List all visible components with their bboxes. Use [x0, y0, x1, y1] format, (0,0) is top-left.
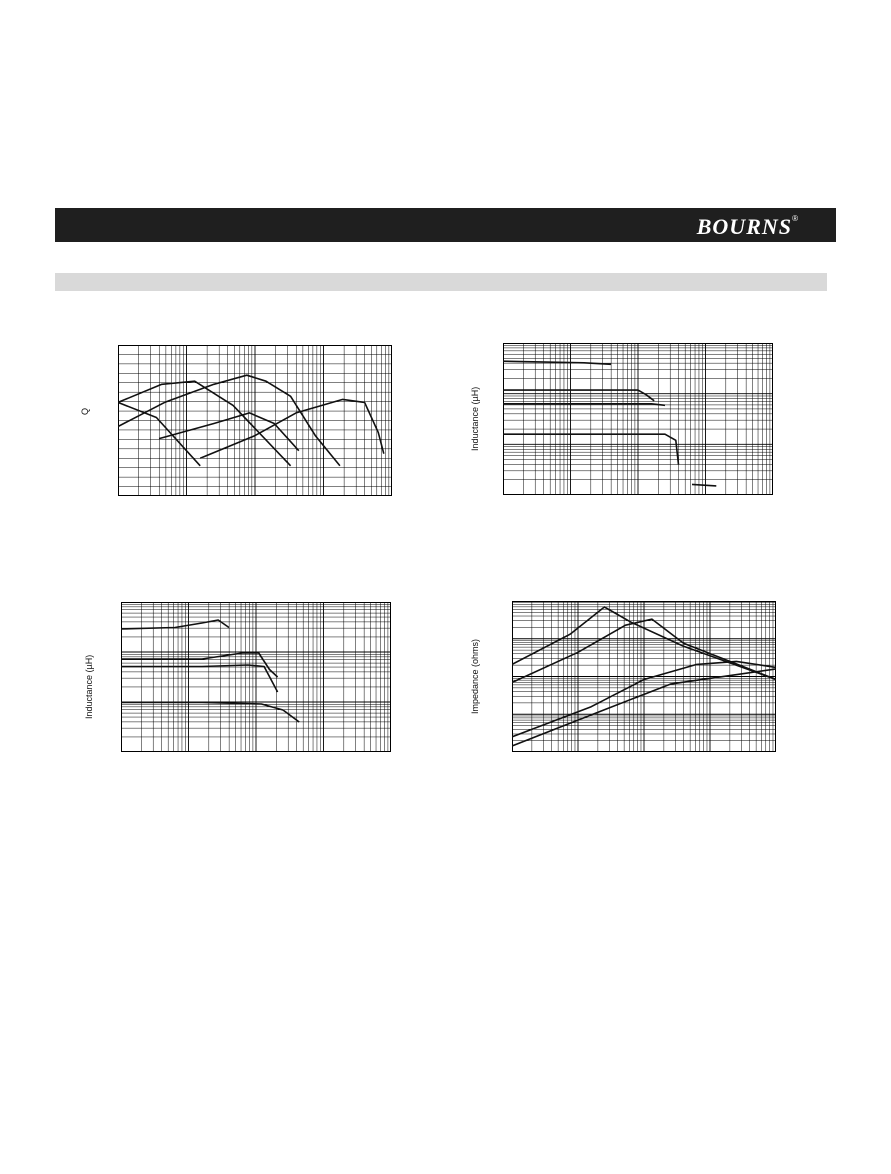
inductance-chart-bottom-ylabel: Inductance (µH)	[84, 654, 94, 719]
q-chart-ylabel: Q	[80, 407, 90, 415]
q-chart	[118, 345, 392, 496]
inductance-chart-top	[503, 343, 773, 495]
section-bar	[55, 273, 827, 291]
inductance-chart-bottom	[121, 602, 391, 752]
registered-mark: ®	[792, 214, 798, 223]
header-bar	[55, 208, 836, 242]
impedance-chart	[512, 601, 776, 752]
impedance-chart-ylabel: Impedance (ohms)	[470, 638, 480, 714]
bourns-logo: BOURNS	[696, 214, 792, 239]
inductance-chart-top-ylabel: Inductance (µH)	[470, 386, 480, 451]
